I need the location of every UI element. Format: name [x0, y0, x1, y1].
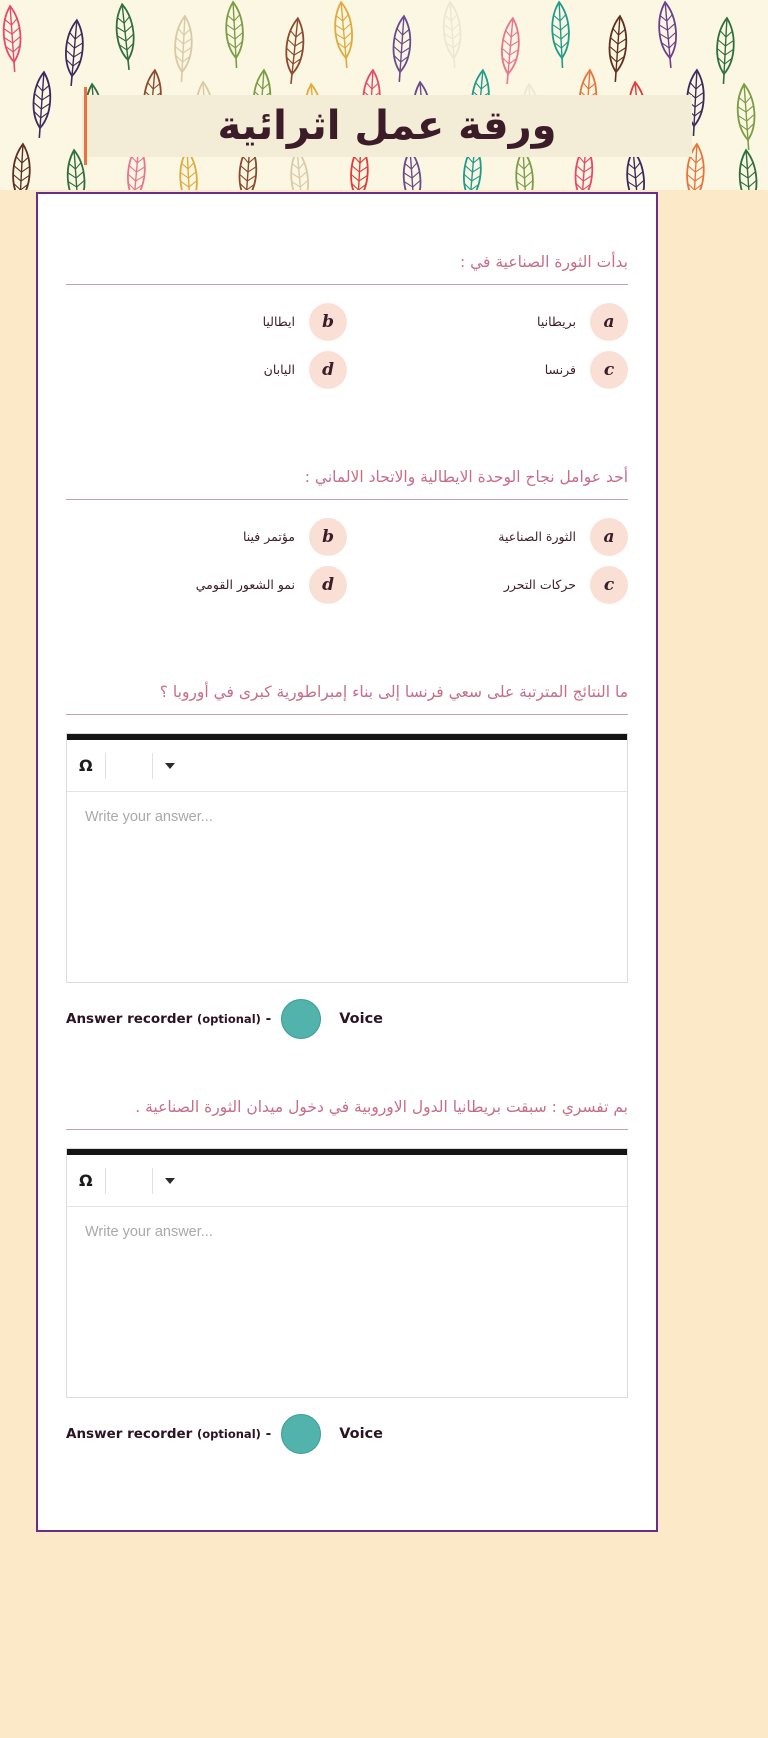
banner-title-bar: [82, 95, 692, 157]
options-group-2: [66, 518, 628, 604]
option-1a[interactable]: [347, 303, 628, 341]
question-block-1: [66, 250, 628, 389]
option-bullet-a[interactable]: a: [590, 518, 628, 556]
answer-recorder-label-4: [66, 1426, 271, 1442]
format-dropdown-3[interactable]: [153, 740, 187, 791]
option-1d[interactable]: [66, 351, 347, 389]
question-block-4: [66, 1095, 628, 1454]
option-bullet-c[interactable]: c: [590, 566, 628, 604]
voice-record-button-3[interactable]: [281, 999, 321, 1039]
answer-textarea-4[interactable]: [67, 1207, 627, 1397]
chevron-down-icon[interactable]: [165, 1178, 175, 1184]
option-row: [66, 303, 628, 341]
option-label-d: نمو الشعور القومي: [195, 577, 295, 593]
editor-toolbar-3: [67, 740, 627, 792]
answer-recorder-row-4: [66, 1414, 628, 1454]
answer-placeholder-3: Write your answer...: [85, 809, 213, 826]
toolbar-separator: [152, 753, 153, 779]
toolbar-gap: [106, 740, 152, 791]
option-bullet-c[interactable]: c: [590, 351, 628, 389]
question-divider-4: [66, 1129, 628, 1130]
recorder-dash: -: [265, 1011, 272, 1028]
voice-label-3: Voice: [339, 1011, 383, 1028]
options-group-1: [66, 303, 628, 389]
recorder-optional-note: (optional): [197, 1427, 261, 1442]
answer-textarea-3[interactable]: [67, 792, 627, 982]
editor-toolbar-4: [67, 1155, 627, 1207]
option-1b[interactable]: [66, 303, 347, 341]
option-label-c: حركات التحرر: [503, 577, 576, 593]
option-2a[interactable]: [347, 518, 628, 556]
option-1c[interactable]: [347, 351, 628, 389]
question-text-1: بدأت الثورة الصناعية في :: [459, 253, 628, 271]
answer-editor-3: [66, 733, 628, 983]
voice-label-4: Voice: [339, 1426, 383, 1443]
question-block-3: [66, 680, 628, 1039]
question-divider-2: [66, 499, 628, 500]
question-divider-3: [66, 714, 628, 715]
toolbar-separator: [152, 1168, 153, 1194]
question-text-4: بم تفسري : سبقت بريطانيا الدول الاوروبية في دخول ميدان الثورة الصناعية .: [135, 1098, 628, 1117]
option-bullet-d[interactable]: d: [309, 351, 347, 389]
voice-record-button-4[interactable]: [281, 1414, 321, 1454]
special-char-button-4[interactable]: [67, 1155, 105, 1206]
section-spacer: [66, 1061, 628, 1095]
answer-recorder-label-3: [66, 1011, 271, 1027]
format-dropdown-4[interactable]: [153, 1155, 187, 1206]
recorder-title: Answer recorder: [66, 1426, 193, 1443]
option-bullet-b[interactable]: b: [309, 303, 347, 341]
answer-editor-4: [66, 1148, 628, 1398]
option-label-b: مؤتمر فينا: [242, 529, 295, 545]
option-row: [66, 351, 628, 389]
omega-icon[interactable]: Ω: [79, 756, 93, 776]
recorder-dash: -: [265, 1426, 272, 1443]
chevron-down-icon[interactable]: [165, 763, 175, 769]
option-bullet-a[interactable]: a: [590, 303, 628, 341]
option-label-d: اليابان: [263, 362, 295, 378]
option-label-b: ايطاليا: [262, 314, 295, 330]
option-row: [66, 566, 628, 604]
question-text-2: أحد عوامل نجاح الوحدة الايطالية والاتحاد الالماني :: [304, 468, 628, 487]
option-label-c: فرنسا: [544, 362, 576, 378]
toolbar-gap: [106, 1155, 152, 1206]
option-2d[interactable]: [66, 566, 347, 604]
toolbar-separator: [105, 753, 106, 779]
special-char-button-3[interactable]: [67, 740, 105, 791]
option-2b[interactable]: [66, 518, 347, 556]
option-2c[interactable]: [347, 566, 628, 604]
option-bullet-d[interactable]: d: [309, 566, 347, 604]
question-divider-1: [66, 284, 628, 285]
answer-placeholder-4: Write your answer...: [85, 1224, 213, 1241]
page-title: ورقة عمل اثرائية: [217, 103, 557, 149]
option-label-a: بريطانيا: [537, 314, 576, 330]
omega-icon[interactable]: Ω: [79, 1171, 93, 1191]
section-spacer: [66, 626, 628, 680]
section-spacer: [66, 411, 628, 465]
option-bullet-b[interactable]: b: [309, 518, 347, 556]
question-text-3: ما النتائج المترتبة على سعي فرنسا إلى بناء إمبراطورية كبرى في أوروبا ؟: [159, 683, 628, 702]
option-label-a: الثورة الصناعية: [498, 529, 576, 545]
recorder-optional-note: (optional): [197, 1012, 261, 1027]
recorder-title: Answer recorder: [66, 1011, 193, 1028]
question-block-2: [66, 465, 628, 604]
toolbar-separator: [105, 1168, 106, 1194]
option-row: [66, 518, 628, 556]
answer-recorder-row-3: [66, 999, 628, 1039]
page-banner: [0, 0, 768, 190]
worksheet-card: [36, 192, 658, 1532]
